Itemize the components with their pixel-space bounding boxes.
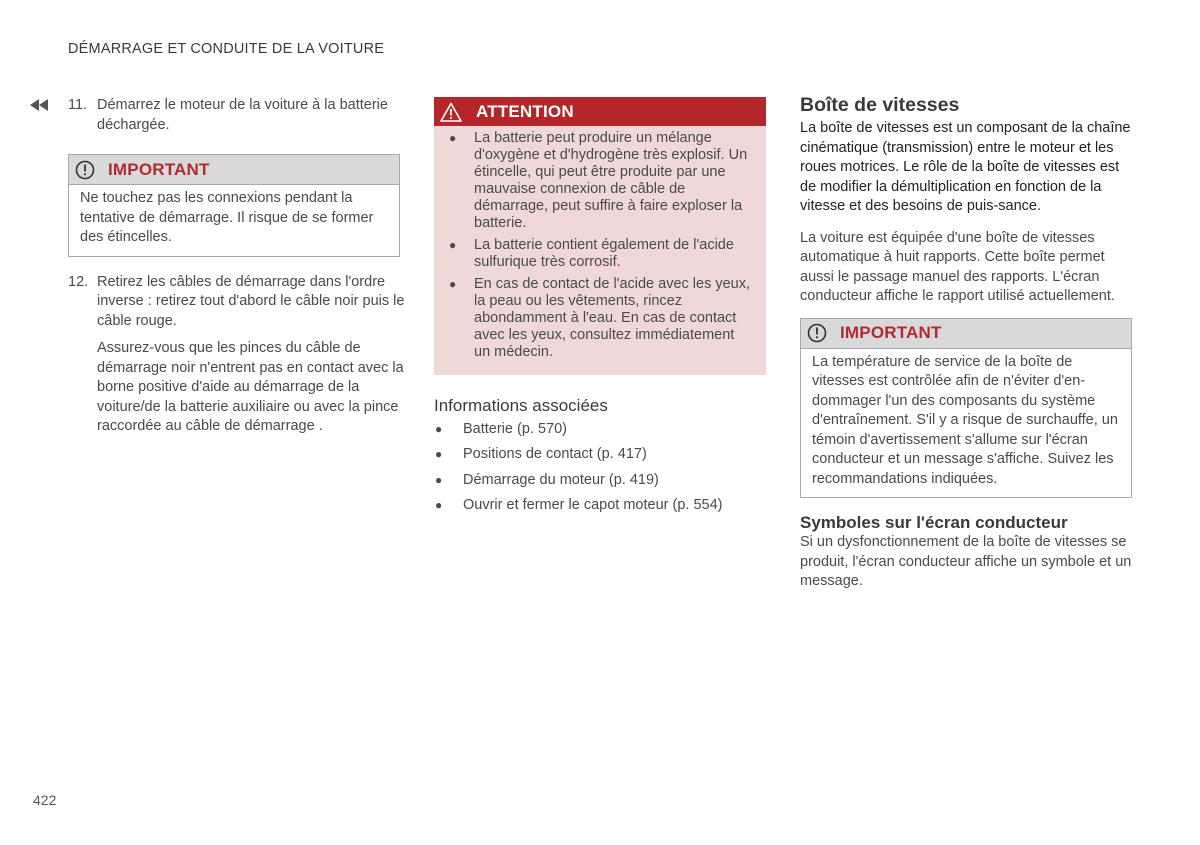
step-12-extra [30, 339, 410, 437]
step-text: Retirez les câbles de démarrage dans l'ordre inverse : retirez tout d'abord le câble noir puis le câble rouge. [97, 273, 405, 329]
attention-item-text: En cas de contact de l'acide avec les yeux, la peau ou les vêtements, rincez abondamment à l'eau. En cas de contact avec les yeux, consultez immédiatement un médecin. [474, 276, 751, 360]
related-link[interactable] [434, 442, 766, 467]
important-box [68, 154, 400, 257]
related-link[interactable] [434, 417, 766, 442]
attention-item-text: La batterie contient également de l'acide sulfurique très corrosif. [474, 237, 734, 270]
page-number: 422 [33, 792, 57, 808]
step-text: Démarrez le moteur de la voiture à la batterie déchargée. [97, 97, 388, 133]
column-left [30, 96, 410, 437]
bullet-icon: ● [435, 497, 443, 512]
bullet-icon: ● [435, 422, 443, 436]
related-links [434, 417, 766, 518]
attention-header [434, 97, 766, 126]
related-heading: Informations associées [434, 396, 608, 415]
attention-item [445, 276, 754, 361]
column-middle [434, 97, 766, 518]
step-extra-text: Assurez-vous que les pinces du câble de démarrage noir n'entrent pas en contact avec la borne positive d'aide au démarrage de la voiture/de la batterie auxiliaire ou avec la pince raccordée au câble de démarrage . [97, 340, 404, 434]
important-header [801, 319, 1131, 349]
link-text[interactable]: Ouvrir et fermer le capot moteur (p. 554) [463, 496, 723, 513]
step-number: 12. [68, 273, 89, 290]
step-12 [30, 273, 410, 332]
important-box [800, 318, 1132, 499]
link-text[interactable]: Démarrage du moteur (p. 419) [463, 471, 659, 488]
important-title: IMPORTANT [840, 323, 942, 343]
attention-box [434, 97, 766, 375]
exclamation-circle-icon [807, 323, 827, 343]
important-title: IMPORTANT [108, 159, 210, 179]
important-header [69, 155, 399, 185]
related-link[interactable] [434, 493, 766, 518]
body-text: La voiture est équipée d'une boîte de vitesses automatique à huit rapports. Cette boîte permet aussi le passage manuel des rapports. L'écran conducteur affiche le rapport utilisé actuellement. [800, 229, 1115, 304]
important-text: La température de service de la boîte de vitesses est contrôlée afin de n'éviter d'en-dommager l'un des composants du système d'entraînement. S'il y a risque de surchauffe, un témoin d'avertissement s'allume sur l'écran conducteur et un message s'affiche. Suivez les recommandations indiquées. [812, 353, 1118, 487]
attention-item [445, 130, 754, 232]
warning-triangle-icon [440, 102, 462, 122]
important-text: Ne touchez pas les connexions pendant la tentative de démarrage. Il risque de se former des étincelles. [80, 190, 374, 245]
bullet-icon: ● [435, 447, 443, 462]
step-11 [30, 96, 410, 135]
intro-text: La boîte de vitesses est un composant de la chaîne cinématique (transmission) entre le moteur et les roues motrices. Le rôle de la boîte de vitesses est de modifier la démultiplication en fonction de la vitesse et des besoins de puis-sance. [800, 120, 1131, 214]
attention-item [445, 237, 754, 271]
bullet-icon: ● [449, 238, 457, 252]
bullet-icon: ● [449, 277, 457, 291]
section-header: DÉMARRAGE ET CONDUITE DE LA VOITURE [68, 41, 385, 57]
bullet-icon: ● [449, 131, 457, 145]
attention-title: ATTENTION [476, 101, 574, 121]
column-right [800, 94, 1132, 592]
link-text[interactable]: Positions de contact (p. 417) [463, 446, 647, 463]
exclamation-circle-icon [75, 160, 95, 180]
sub-text: Si un dysfonctionnement de la boîte de vitesses se produit, l'écran conducteur affiche un symbole et un message. [800, 534, 1132, 589]
section-heading: Boîte de vitesses [800, 94, 960, 116]
sub-heading: Symboles sur l'écran conducteur [800, 513, 1068, 532]
attention-item-text: La batterie peut produire un mélange d'oxygène et d'hydrogène très explosif. Un étincelle, qui peut être produite par une mauvaise connexion de câble de démarrage, peut suffire à faire exploser la batterie. [474, 130, 748, 231]
attention-list [434, 126, 766, 375]
bullet-icon: ● [435, 472, 443, 487]
step-number: 11. [68, 97, 88, 113]
link-text[interactable]: Batterie (p. 570) [463, 421, 567, 437]
related-link[interactable] [434, 468, 766, 493]
